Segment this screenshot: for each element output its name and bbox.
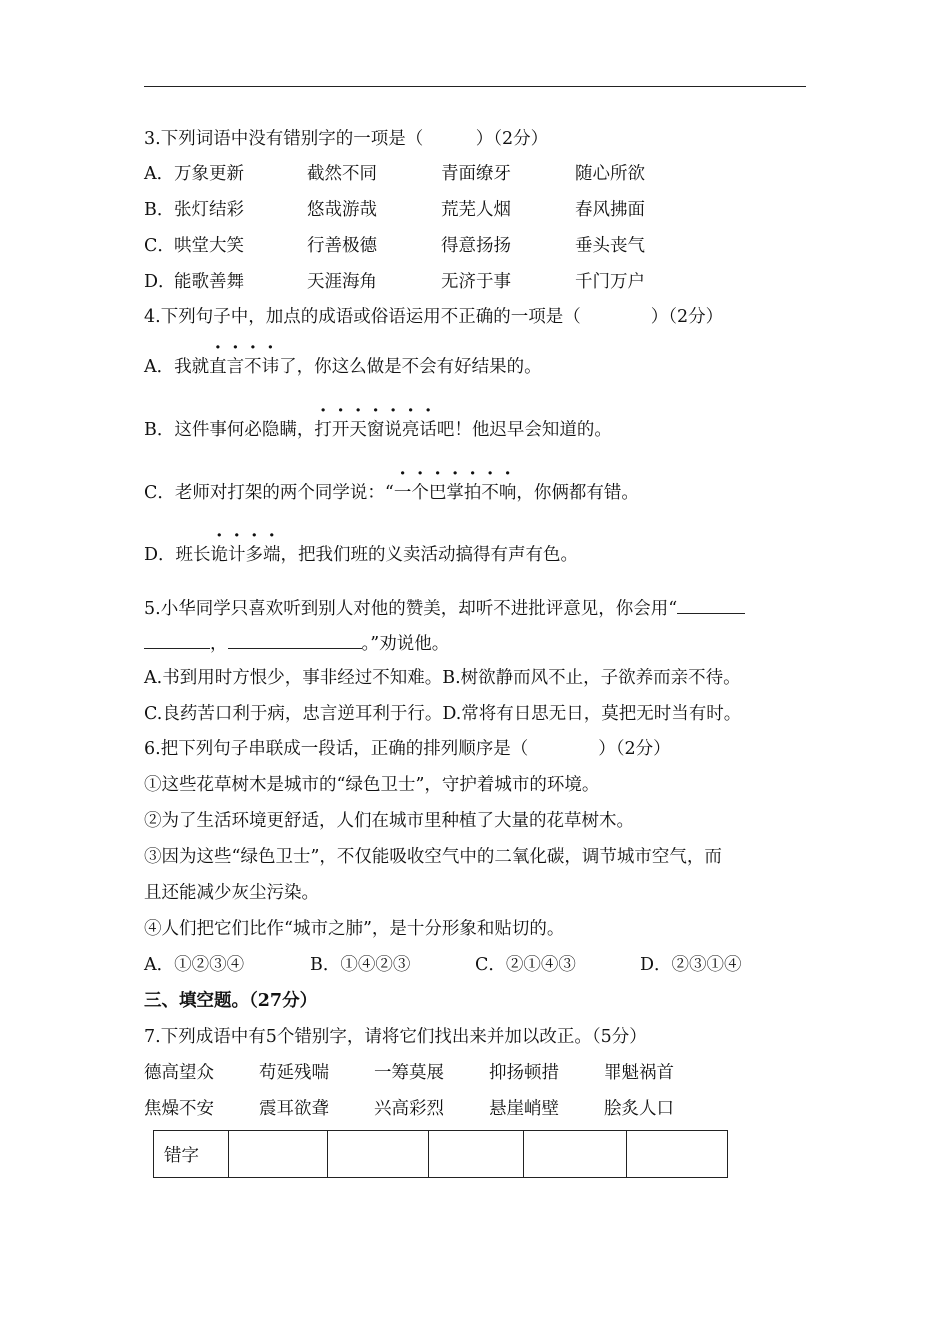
answer-cell[interactable] bbox=[229, 1131, 328, 1178]
dotted-char: 掌 bbox=[446, 483, 464, 503]
option-label: C． bbox=[144, 483, 175, 503]
q3-word: 垂头丧气 bbox=[575, 236, 645, 256]
dotted-char: 一 bbox=[393, 483, 412, 503]
q3-option-label: B． bbox=[144, 200, 175, 220]
correction-table bbox=[153, 1130, 728, 1178]
answer-cell[interactable] bbox=[524, 1131, 627, 1178]
answer-blank[interactable] bbox=[144, 630, 210, 649]
q6-sentence-4: ④人们把它们比作“城市之肺”，是十分形象和贴切的。 bbox=[144, 919, 565, 939]
q6-option-c: C．②①④③ bbox=[475, 955, 576, 975]
q6-option-b: B．①④②③ bbox=[310, 955, 411, 975]
answer-blank[interactable] bbox=[228, 630, 362, 649]
q5-stem-line1 bbox=[144, 595, 745, 621]
sentence-text: ，把我们班的义卖活动搞得有声有色。 bbox=[280, 545, 579, 565]
idiom: 悬崖峭壁 bbox=[489, 1099, 559, 1119]
sentence-text: 我就 bbox=[174, 357, 210, 377]
q5-option-d: D.常将有日思无日，莫把无时当有时。 bbox=[442, 704, 742, 724]
dotted-char: 计 bbox=[228, 545, 246, 565]
q3-word: 能歌善舞 bbox=[174, 272, 244, 292]
answer-cell[interactable] bbox=[429, 1131, 524, 1178]
idiom: 焦燥不安 bbox=[144, 1099, 214, 1119]
idiom: 脍炙人口 bbox=[604, 1099, 674, 1119]
idiom: 苟延残喘 bbox=[259, 1063, 329, 1083]
option-label: B． bbox=[144, 420, 175, 440]
sentence-text: 了，你这么做是不会有好结果的。 bbox=[279, 357, 542, 377]
q3-option-label: C． bbox=[144, 236, 175, 256]
q5-stem-line2 bbox=[144, 630, 449, 656]
q4-stem: 4.下列句子中，加点的成语或俗语运用不正确的一项是（ ）（2分） bbox=[144, 307, 724, 327]
dotted-char: 言 bbox=[226, 357, 245, 377]
dotted-char: 端 bbox=[263, 545, 281, 565]
section-heading: 三、填空题。（27分） bbox=[144, 991, 318, 1011]
dotted-char: 话 bbox=[419, 420, 437, 440]
q3-option-label: A． bbox=[144, 164, 175, 184]
dotted-char: 巴 bbox=[428, 483, 447, 503]
dotted-char: 天 bbox=[349, 420, 367, 440]
table-header-cell: 错字 bbox=[154, 1131, 229, 1178]
sentence-text: 老师对打架的两个同学说：“ bbox=[174, 483, 394, 503]
q5-option-a: A.书到用时方恨少，事非经过不知难。 bbox=[144, 668, 443, 688]
sentence-text: ，你俩都有错。 bbox=[516, 483, 639, 503]
header-rule bbox=[144, 86, 806, 87]
idiom: 罪魁祸首 bbox=[604, 1063, 674, 1083]
q3-word: 万象更新 bbox=[174, 164, 244, 184]
dotted-char: 不 bbox=[244, 357, 262, 377]
q3-word: 哄堂大笑 bbox=[174, 236, 244, 256]
q6-option-d: D．②③①④ bbox=[640, 955, 742, 975]
option-label: A． bbox=[144, 357, 175, 377]
q4-option-a bbox=[144, 355, 542, 379]
idiom: 德高望众 bbox=[144, 1063, 214, 1083]
answer-cell[interactable] bbox=[328, 1131, 429, 1178]
table-row bbox=[154, 1131, 728, 1178]
q3-word: 随心所欲 bbox=[575, 164, 645, 184]
q7-stem: 7.下列成语中有5个错别字，请将它们找出来并加以改正。（5分） bbox=[144, 1027, 647, 1047]
q3-word: 截然不同 bbox=[307, 164, 377, 184]
sentence-text: 吧！他迟早会知道的。 bbox=[436, 420, 612, 440]
answer-blank[interactable] bbox=[677, 595, 745, 614]
dotted-char: 说 bbox=[384, 420, 402, 440]
dotted-char: 亮 bbox=[401, 420, 420, 440]
q5-stem-end: 。”劝说他。 bbox=[361, 634, 450, 654]
idiom: 震耳欲聋 bbox=[259, 1099, 329, 1119]
q5-option-b: B.树欲静而风不止，子欲养而亲不待。 bbox=[442, 668, 741, 688]
dotted-char: 多 bbox=[245, 545, 264, 565]
dotted-char: 个 bbox=[411, 483, 429, 503]
q4-option-b bbox=[144, 418, 612, 442]
q3-option-label: D． bbox=[144, 272, 176, 292]
q3-word: 张灯结彩 bbox=[174, 200, 244, 220]
idiom: 一筹莫展 bbox=[374, 1063, 444, 1083]
answer-cell[interactable] bbox=[627, 1131, 728, 1178]
q6-sentence-2: ②为了生活环境更舒适，人们在城市里种植了大量的花草树木。 bbox=[144, 811, 634, 831]
q3-word: 行善极德 bbox=[307, 236, 377, 256]
q3-word: 春风拂面 bbox=[575, 200, 645, 220]
dotted-char: 直 bbox=[209, 357, 227, 377]
idiom: 兴高彩烈 bbox=[374, 1099, 444, 1119]
dotted-char: 拍 bbox=[463, 483, 482, 503]
q5-option-c: C.良药苦口利于病，忠言逆耳利于行。 bbox=[144, 704, 443, 724]
q3-word: 悠哉游哉 bbox=[307, 200, 377, 220]
q4-option-d bbox=[144, 543, 578, 567]
dotted-char: 打 bbox=[314, 420, 332, 440]
dotted-char: 窗 bbox=[366, 420, 385, 440]
q5-stem: 5.小华同学只喜欢听到别人对他的赞美，却听不进批评意见，你会用“ bbox=[144, 599, 678, 619]
q6-sentence-3a: ③因为这些“绿色卫士”，不仅能吸收空气中的二氧化碳，调节城市空气，而 bbox=[144, 847, 722, 867]
q6-sentence-3b: 且还能减少灰尘污染。 bbox=[144, 883, 319, 903]
q6-stem: 6.把下列句子串联成一段话，正确的排列顺序是（ ）（2分） bbox=[144, 739, 671, 759]
q3-word: 青面缭牙 bbox=[441, 164, 511, 184]
sentence-text: 这件事何必隐瞒， bbox=[174, 420, 315, 440]
q3-stem: 3.下列词语中没有错别字的一项是（ ）（2分） bbox=[144, 129, 549, 149]
q3-word: 无济于事 bbox=[441, 272, 511, 292]
q3-word: 得意扬扬 bbox=[441, 236, 511, 256]
dotted-char: 讳 bbox=[261, 357, 280, 377]
q4-option-c bbox=[144, 481, 639, 505]
q3-word: 天涯海角 bbox=[307, 272, 377, 292]
sentence-text: 班长 bbox=[175, 545, 211, 565]
q3-word: 千门万户 bbox=[575, 272, 645, 292]
q3-word: 荒芜人烟 bbox=[441, 200, 511, 220]
idiom: 抑扬顿措 bbox=[489, 1063, 559, 1083]
dotted-char: 不 bbox=[481, 483, 499, 503]
q6-option-a: A．①②③④ bbox=[144, 955, 245, 975]
dotted-char: 开 bbox=[331, 420, 350, 440]
dotted-char: 响 bbox=[498, 483, 517, 503]
q6-sentence-1: ①这些花草树木是城市的“绿色卫士”，守护着城市的环境。 bbox=[144, 775, 600, 795]
dotted-char: 诡 bbox=[210, 545, 229, 565]
punctuation: ， bbox=[210, 634, 228, 654]
q5-options-row1 bbox=[144, 666, 741, 690]
option-label: D． bbox=[144, 545, 176, 565]
q5-options-row2 bbox=[144, 702, 741, 726]
